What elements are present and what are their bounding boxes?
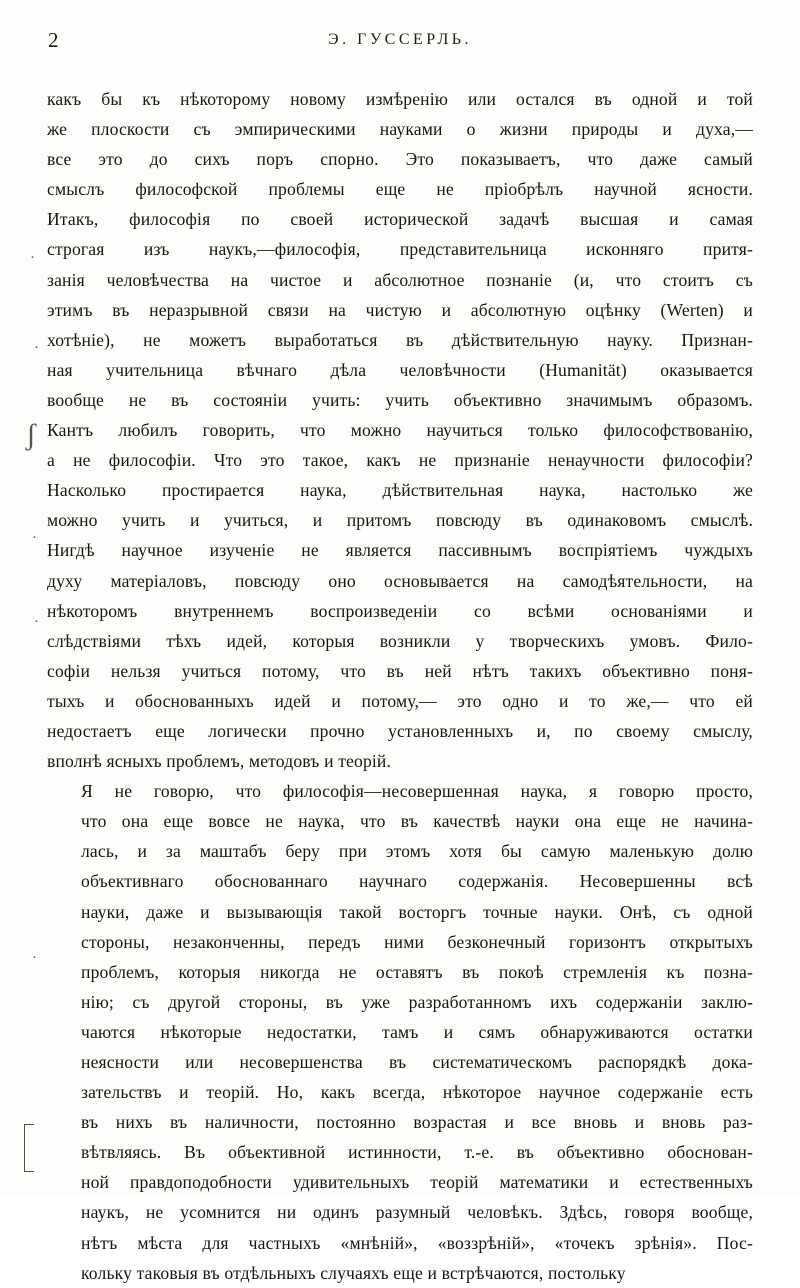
text-line: можно учить и учиться, и притомъ повсюду въ одинаковомъ смыслѣ. [47, 510, 753, 531]
text-line: Итакъ, философія по своей исторической задачѣ высшая и самая [47, 209, 753, 230]
text-line: зательствъ и теорій. Но, какъ всегда, нѣкоторое научное содержаніе есть [81, 1082, 753, 1103]
text-line: Нигдѣ научное изученіе не является пассивнымъ воспріятіемъ чуждыхъ [47, 540, 753, 561]
text-line: объективнаго обоснованнаго научнаго содержанія. Несовершенны всѣ [81, 871, 753, 892]
text-line: духу матеріаловъ, повсюду оно основывается на самодѣятельности, на [47, 570, 753, 591]
text-line: Насколько простирается наука, дѣйствительная наука, настолько же [47, 480, 753, 501]
text-line: вѣтвляясь. Въ объективной истинности, т.-е. въ объективно обоснован- [81, 1142, 753, 1163]
text-line: лась, и за маштабъ беру при этомъ хотя бы самую маленькую долю [81, 841, 753, 862]
margin-mark: · [30, 250, 35, 266]
text-line: въ нихъ въ наличности, постоянно возрастая и все вновь и вновь раз- [81, 1112, 753, 1133]
text-line: Кантъ любилъ говорить, что можно научиться только философствованію, [47, 420, 753, 441]
text-line: а не философіи. Что это такое, какъ не признаніе ненаучности философіи? [47, 450, 753, 471]
folio-number: 2 [48, 28, 59, 52]
text-line: неясности или несовершенства въ систематическомъ распорядкѣ дока- [81, 1052, 753, 1072]
text-line: все это до сихъ поръ спорно. Это показываетъ, что даже самый [47, 149, 753, 170]
text-line: этимъ въ неразрывной связи на чистую и абсолютную оцѣнку (Werten) и [47, 299, 753, 320]
text-line: науки, даже и вызывающія такой восторгъ точные науки. Онѣ, съ одной [81, 901, 753, 922]
text-line: строгая изъ наукъ,—философія, представительница исконняго притя- [47, 239, 753, 260]
text-line: слѣдствіями тѣхъ идей, которыя возникли у творческихъ умовъ. Фило- [47, 630, 753, 651]
text-line: смыслъ философской проблемы еще не пріобрѣлъ научной ясности. [47, 179, 753, 200]
text-line: ная учительница вѣчнаго дѣла человѣчности (Humanität) оказывается [47, 359, 753, 380]
text-line: софіи нельзя учиться потому, что въ ней нѣтъ такихъ объективно поня- [47, 660, 753, 681]
margin-bracket [24, 1124, 34, 1172]
text-line: вообще не въ состояніи учить: учить объективно значимымъ образомъ. [47, 389, 753, 410]
text-line: нѣкоторомъ внутреннемъ воспроизведеніи со всѣми основаніями и [47, 600, 753, 621]
text-line: стороны, незаконченны, передъ ними безконечный горизонтъ открытыхъ [81, 931, 753, 952]
text-line: кольку таковыя въ отдѣльныхъ случаяхъ еще и встрѣчаются, постольку [81, 1262, 626, 1283]
text-line: хотѣніе), не можетъ выработаться въ дѣйствительную науку. Признан- [47, 329, 753, 350]
text-line: недостаетъ еще логически прочно установленныхъ и, по своему смыслу, [47, 720, 753, 741]
text-line: нѣтъ мѣста для частныхъ «мнѣній», «воззрѣній», «точекъ зрѣнія». Пос- [81, 1232, 753, 1253]
text-line: нію; съ другой стороны, въ уже разработанномъ ихъ содержаніи заклю- [81, 991, 753, 1012]
paragraph [47, 776, 753, 1288]
margin-mark: · [32, 950, 37, 966]
running-title: Э. ГУССЕРЛЬ. [328, 31, 472, 48]
page-header [48, 26, 752, 54]
text-line: что она еще вовсе не наука, что въ качествѣ науки она еще не начина- [81, 811, 753, 832]
margin-mark: · [34, 614, 39, 630]
margin-mark: · [34, 340, 39, 356]
text-line: вполнѣ ясныхъ проблемъ, методовъ и теорій. [47, 751, 392, 772]
paragraph [47, 84, 753, 776]
text-line: же плоскости съ эмпирическими науками о жизни природы и духа,— [47, 119, 753, 140]
text-line: занія человѣчества на чистое и абсолютное познаніе (и, что стоитъ съ [47, 269, 753, 290]
margin-mark: ʃ [26, 418, 36, 451]
text-line: чаются нѣкоторые недостатки, тамъ и сямъ обнаруживаются остатки [81, 1021, 753, 1042]
margin-mark: · [32, 530, 37, 546]
text-line: Я не говорю, что философія—несовершенная наука, я говорю просто, [81, 781, 753, 802]
text-line: наукъ, не усомнится ни одинъ разумный человѣкъ. Здѣсь, говоря вообще, [81, 1202, 753, 1223]
text-line: тыхъ и обоснованныхъ идей и потому,— это одно и то же,— что ей [47, 690, 753, 711]
page-body [47, 84, 753, 1288]
text-line: проблемъ, которыя никогда не оставятъ въ покоѣ стремленія къ позна- [81, 961, 753, 982]
text-line: какъ бы къ нѣкоторому новому измѣренію или остался въ одной и той [47, 89, 753, 109]
text-line: ной правдоподобности удивительныхъ теорій математики и естественныхъ [81, 1172, 753, 1193]
